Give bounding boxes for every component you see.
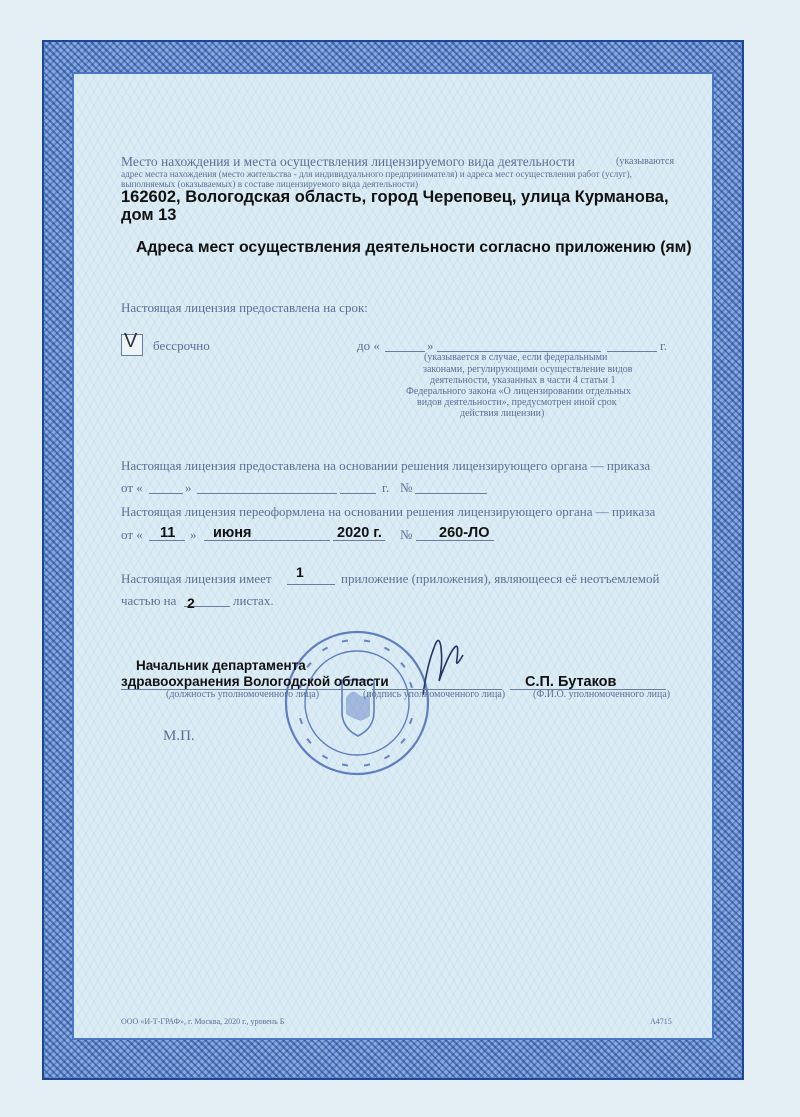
- granted-month-line: [197, 493, 337, 494]
- granted-number-line: [415, 493, 487, 494]
- appendix-count: 1: [296, 564, 304, 580]
- form-code: А4715: [650, 1017, 672, 1026]
- addresses-appendix: Адреса мест осуществления деятельности согласно приложению (ям): [136, 239, 692, 256]
- term-note-6: действия лицензии): [460, 408, 545, 419]
- caption-position: (должность уполномоченного лица): [166, 689, 320, 700]
- term-label: Настоящая лицензия предоставлена на срок:: [121, 300, 368, 315]
- perpetual-label: бессрочно: [153, 338, 210, 353]
- printer-info: ООО «И-Т-ГРАФ», г. Москва, 2020 г., уровень Б: [121, 1017, 285, 1026]
- until-quote: »: [427, 338, 434, 353]
- term-note-4: Федерального закона «О лицензировании отдельных: [406, 386, 631, 397]
- reissued-year: 2020 г.: [337, 525, 382, 541]
- location-note-2: адрес места нахождения (место жительства - для индивидуального предпринимателя) и адреса мест осуществления работ (услуг),: [121, 169, 632, 179]
- granted-year-line: [340, 493, 376, 494]
- address-line-2: дом 13: [121, 206, 177, 224]
- until-year-line: [607, 351, 657, 352]
- appendix-text-3: частью на: [121, 593, 177, 608]
- granted-number-sign: №: [400, 480, 413, 495]
- position-line-2: здравоохранения Вологодской области: [121, 674, 389, 689]
- caption-name: (Ф.И.О. уполномоченного лица): [533, 689, 671, 700]
- granted-quote: »: [185, 480, 192, 495]
- location-heading: Место нахождения и места осуществления лицензируемого вида деятельности: [121, 154, 576, 169]
- appendix-text-1: Настоящая лицензия имеет: [121, 571, 272, 586]
- term-note-1: (указывается в случае, если федеральными: [424, 352, 608, 363]
- granted-text: Настоящая лицензия предоставлена на основании решения лицензирующего органа — приказа: [121, 458, 651, 473]
- appendix-text-4: листах.: [233, 593, 274, 608]
- reissued-from: от «: [121, 527, 143, 542]
- granted-day-line: [149, 493, 183, 494]
- reissued-number: 260-ЛО: [439, 525, 490, 541]
- reissued-day: 11: [160, 525, 176, 541]
- address-line-1: 162602, Вологодская область, город Череповец, улица Курманова,: [121, 188, 669, 206]
- granted-year-suffix: г.: [382, 480, 390, 495]
- location-note-1: (указываются: [616, 156, 675, 167]
- reissued-number-sign: №: [400, 527, 413, 542]
- appendix-sheets: 2: [187, 595, 195, 611]
- granted-from: от «: [121, 480, 143, 495]
- appendix-count-line: [287, 584, 335, 585]
- reissued-text: Настоящая лицензия переоформлена на основании решения лицензирующего органа — приказа: [121, 504, 656, 519]
- signatory-name: С.П. Бутаков: [525, 674, 617, 690]
- caption-signature: (подпись уполномоченного лица): [363, 689, 506, 700]
- check-mark: V: [124, 330, 138, 352]
- until-day-line: [385, 351, 425, 352]
- until-prefix: до «: [357, 338, 380, 353]
- reissued-month: июня: [213, 525, 252, 541]
- reissued-quote: »: [190, 527, 197, 542]
- term-note-3: деятельности, указанных в части 4 статьи 1: [430, 375, 616, 386]
- term-note-5: видов деятельности», предусмотрен иной срок: [417, 397, 617, 408]
- location-note-3: выполняемых (оказываемых) в составе лицензируемого вида деятельности): [121, 179, 419, 189]
- appendix-text-2: приложение (приложения), являющееся её неотъемлемой: [341, 571, 660, 586]
- until-year-suffix: г.: [660, 338, 668, 353]
- term-note-2: законами, регулирующими осуществление видов: [423, 364, 633, 375]
- position-line-1: Начальник департамента: [136, 658, 306, 673]
- stamp-place-mark: М.П.: [163, 728, 195, 744]
